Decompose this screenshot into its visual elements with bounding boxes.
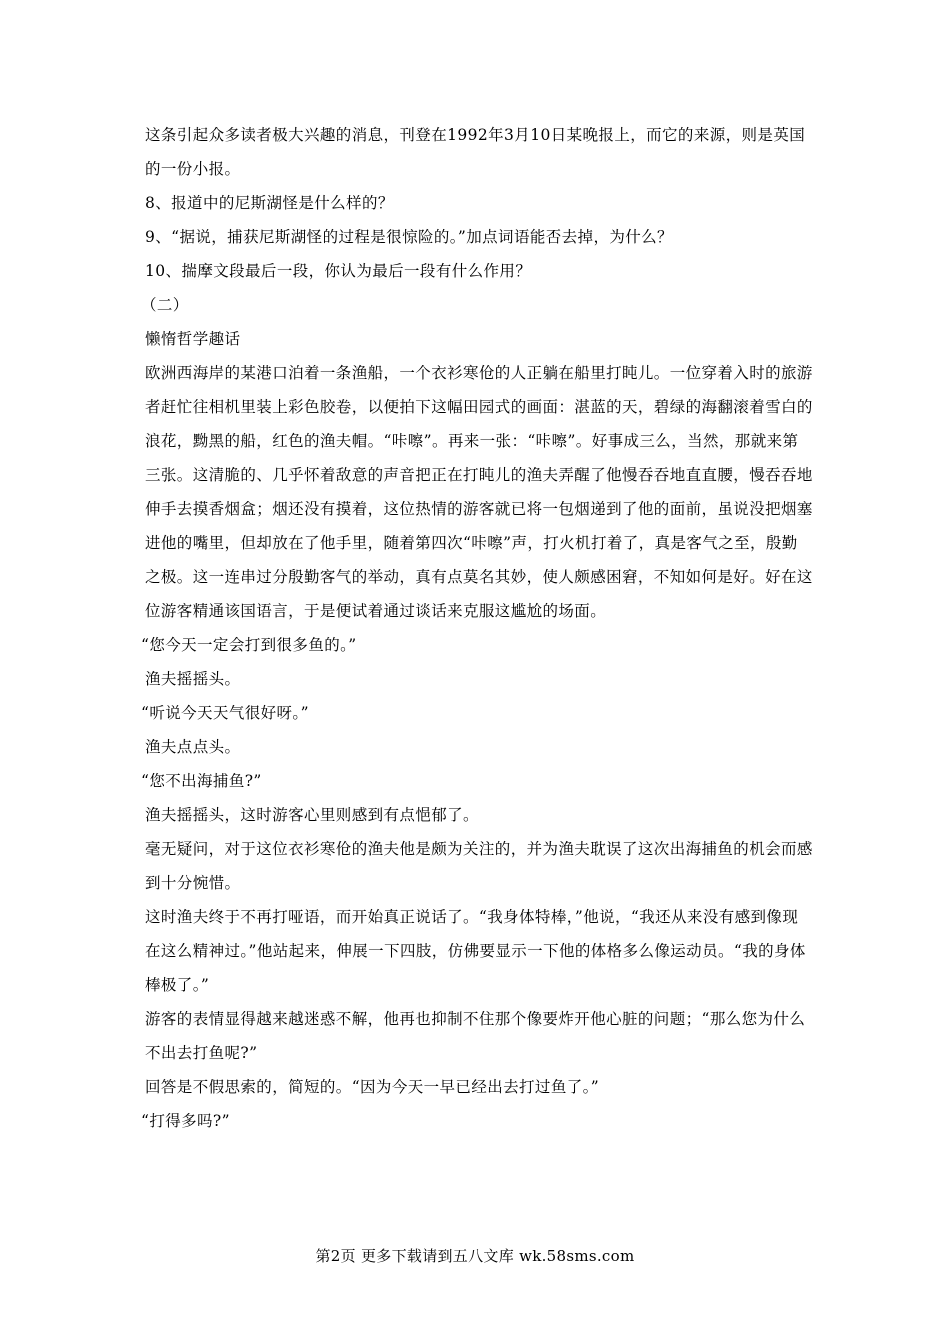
question-10: 10、揣摩文段最后一段，你认为最后一段有什么作用？ (145, 262, 532, 280)
article-title: 懒惰哲学趣话 (145, 330, 241, 348)
dialogue-line: “您不出海捕鱼?” (141, 772, 262, 790)
question-8: 8、报道中的尼斯湖怪是什么样的？ (145, 194, 394, 212)
dialogue-line: “听说今天天气很好呀。” (141, 704, 309, 722)
dialogue-line: “您今天一定会打到很多鱼的。” (141, 636, 357, 654)
narration-line: 回答是不假思索的，简短的。“因为今天一早已经出去打过鱼了。” (145, 1078, 600, 1096)
story-paragraph: 欧洲西海岸的某港口泊着一条渔船，一个衣衫寒伧的人正躺在船里打盹儿。一位穿着入时的旅游者赶忙往相机里装上彩色胶卷，以便拍下这幅田园式的画面：湛蓝的天，碧绿的海翻滚着雪白的浪花，黝黑的船，红色的渔夫帽。“咔嚓”。再来一张：“咔嚓”。好事成三么，当然，那就来第三张。这清脆的、几乎怀着敌意的声音把正在打盹儿的渔夫弄醒了他慢吞吞地直直腰，慢吞吞地伸手去摸香烟盒；烟还没有摸着，这位热情的游客就已将一包烟递到了他的面前，虽说没把烟塞进他的嘴里，但却放在了他手里，随着第四次“咔嚓”声，打火机打着了，真是客气之至，殷勤之极。这一连串过分殷勤客气的举动，真有点莫名其妙，使人颇感困窘，不知如何是好。好在这位游客精通该国语言，于是便试着通过谈话来克服这尴尬的场面。 (145, 364, 813, 620)
story-paragraph: 游客的表情显得越来越迷惑不解，他再也抑制不住那个像要炸开他心脏的问题；“那么您为什么不出去打鱼呢?” (145, 1010, 806, 1062)
narration-line: 渔夫摇摇头。 (145, 670, 241, 688)
page-footer: 第2页 更多下载请到五八文库 wk.58sms.com (315, 1247, 635, 1265)
narration-line: 渔夫点点头。 (145, 738, 241, 756)
question-9: 9、“据说，捕获尼斯湖怪的过程是很惊险的。”加点词语能否去掉，为什么？ (145, 228, 673, 246)
section-heading: （二） (141, 296, 189, 314)
dialogue-line: “打得多吗?” (141, 1112, 230, 1130)
page-body (141, 118, 813, 1138)
intro-paragraph: 这条引起众多读者极大兴趣的消息，刊登在1992年3月10日某晚报上，而它的来源，则是英国的一份小报。 (145, 126, 806, 178)
story-paragraph: 这时渔夫终于不再打哑语，而开始真正说话了。“我身体特棒，”他说，“我还从来没有感到像现在这么精神过。”他站起来，伸展一下四肢，仿佛要显示一下他的体格多么像运动员。“我的身体棒极了。” (145, 908, 806, 994)
story-paragraph: 毫无疑问，对于这位衣衫寒伧的渔夫他是颇为关注的，并为渔夫耽误了这次出海捕鱼的机会而感到十分惋惜。 (145, 840, 813, 892)
narration-line: 渔夫摇摇头，这时游客心里则感到有点悒郁了。 (145, 806, 479, 824)
